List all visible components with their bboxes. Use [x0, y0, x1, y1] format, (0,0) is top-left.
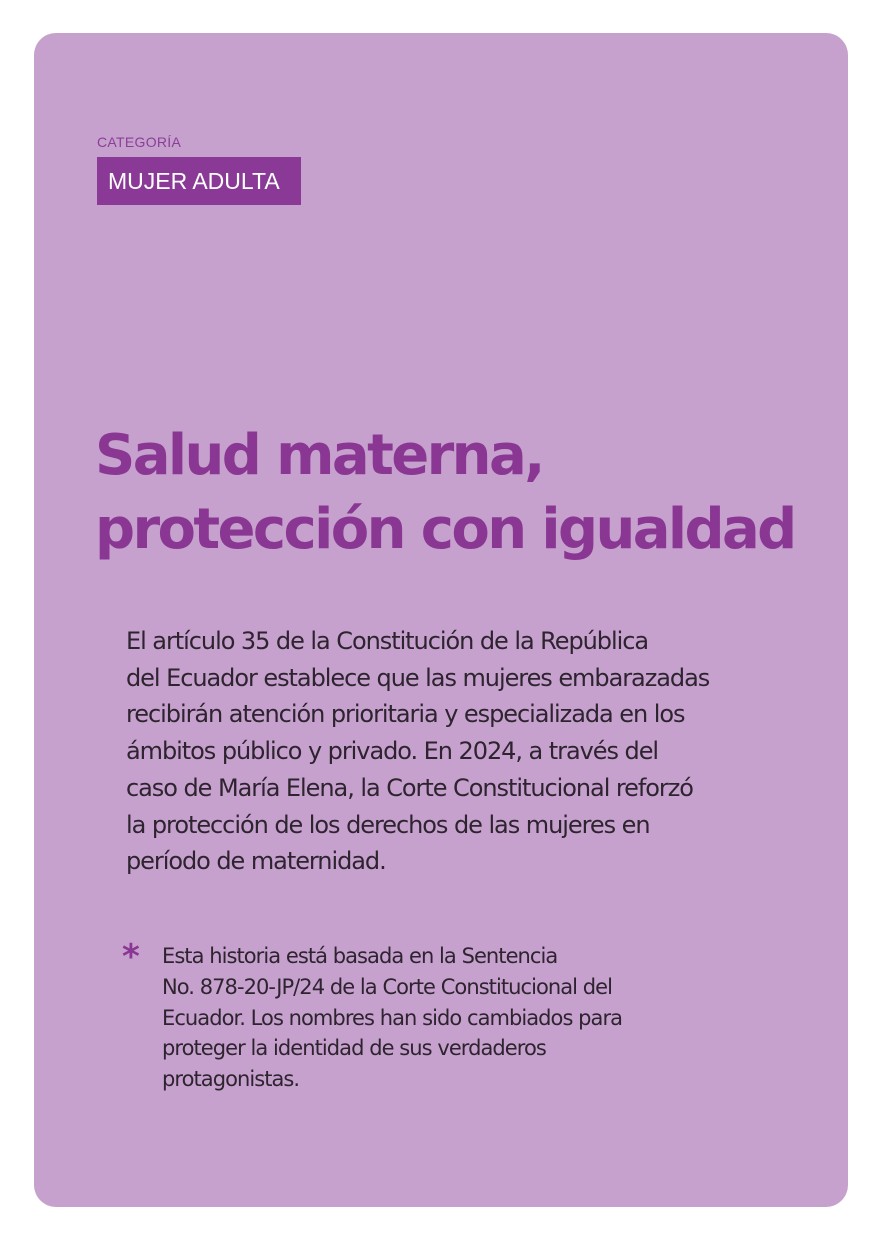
paragraph-line: la protección de los derechos de las mujeres en: [126, 810, 650, 839]
page-title: [95, 419, 835, 567]
footnote-line: protagonistas.: [162, 1067, 300, 1092]
footnote-line: proteger la identidad de sus verdaderos: [162, 1036, 546, 1061]
category-label: CATEGORÍA: [97, 134, 182, 150]
paragraph-line: ámbitos público y privado. En 2024, a través del: [126, 737, 659, 766]
footnote: [162, 941, 702, 1095]
paragraph-line: recibirán atención prioritaria y especializada en los: [126, 700, 685, 729]
footnote-line: Esta historia está basada en la Sentencia: [162, 944, 558, 968]
paragraph-line: período de maternidad.: [126, 847, 386, 876]
paragraph-line: El artículo 35 de la Constitución de la República: [126, 627, 649, 655]
footnote-line: Ecuador. Los nombres han sido cambiados para: [162, 1005, 623, 1030]
info-card: [34, 33, 848, 1207]
category-badge: MUJER ADULTA: [97, 157, 301, 205]
title-line: Salud materna,: [95, 423, 543, 488]
footnote-line: No. 878-20-JP/24 de la Corte Constitucional del: [162, 974, 612, 999]
title-line: protección con igualdad: [95, 497, 795, 562]
paragraph-line: del Ecuador establece que las mujeres embarazadas: [126, 663, 710, 692]
paragraph-line: caso de María Elena, la Corte Constitucional reforzó: [126, 773, 693, 802]
asterisk-icon: *: [122, 937, 140, 977]
intro-paragraph: [126, 623, 786, 880]
